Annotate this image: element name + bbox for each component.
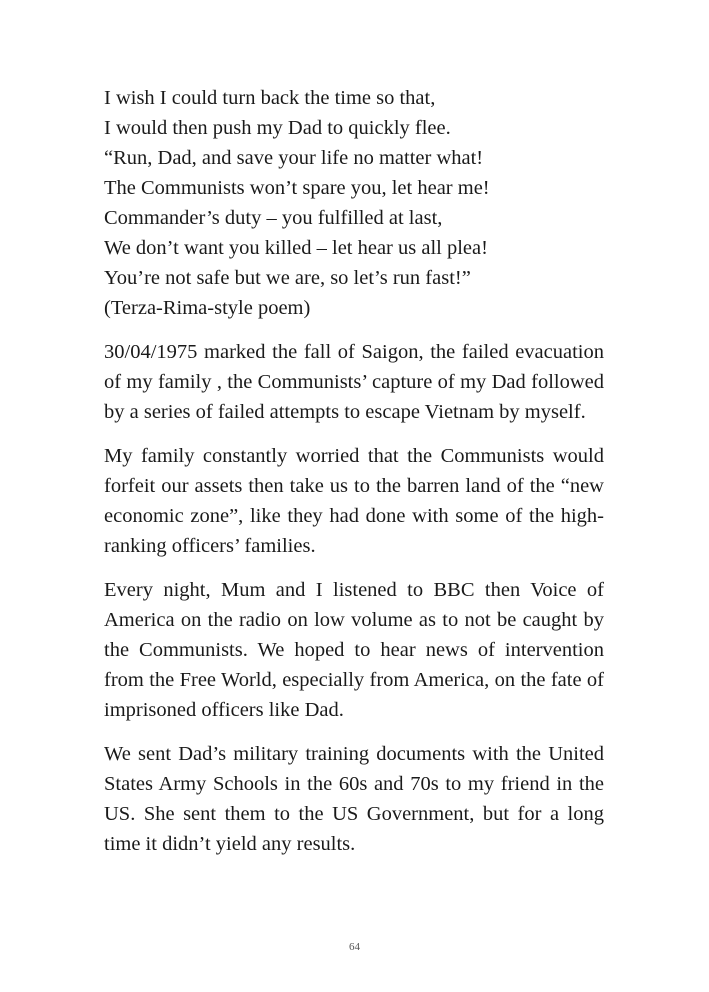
poem-caption: (Terza-Rima-style poem) bbox=[104, 297, 311, 319]
poem-line: “Run, Dad, and save your life no matter what! bbox=[104, 147, 484, 169]
poem-line: I would then push my Dad to quickly flee. bbox=[104, 117, 451, 139]
paragraph-military-documents: We sent Dad’s military training documents with the United States Army Schools in the 60s and 70s to my friend in the US. She sent them to the US Government, but for a long time it didn’t yield any results. bbox=[104, 743, 604, 855]
poem-line: You’re not safe but we are, so let’s run fast!” bbox=[104, 267, 471, 289]
poem-line: We don’t want you killed – let hear us all plea! bbox=[104, 237, 488, 259]
page-number: 64 bbox=[349, 941, 360, 953]
poem bbox=[104, 83, 604, 323]
poem-line: The Communists won’t spare you, let hear me! bbox=[104, 177, 490, 199]
poem-line: Commander’s duty – you fulfilled at last, bbox=[104, 207, 443, 229]
paragraph-radio-listening: Every night, Mum and I listened to BBC then Voice of America on the radio on low volume as to not be caught by the Communists. We hoped to hear news of intervention from the Free World, especially from America, on the fate of imprisoned officers like Dad. bbox=[104, 579, 604, 721]
poem-line: I wish I could turn back the time so that, bbox=[104, 87, 436, 109]
body-text bbox=[104, 83, 604, 873]
paragraph-fall-of-saigon: 30/04/1975 marked the fall of Saigon, the failed evacuation of my family , the Communists’ capture of my Dad followed by a series of failed attempts to escape Vietnam by myself. bbox=[104, 341, 604, 423]
paragraph-family-worries: My family constantly worried that the Communists would forfeit our assets then take us to the barren land of the “new economic zone”, like they had done with some of the high-ranking officers’ families. bbox=[104, 445, 604, 557]
